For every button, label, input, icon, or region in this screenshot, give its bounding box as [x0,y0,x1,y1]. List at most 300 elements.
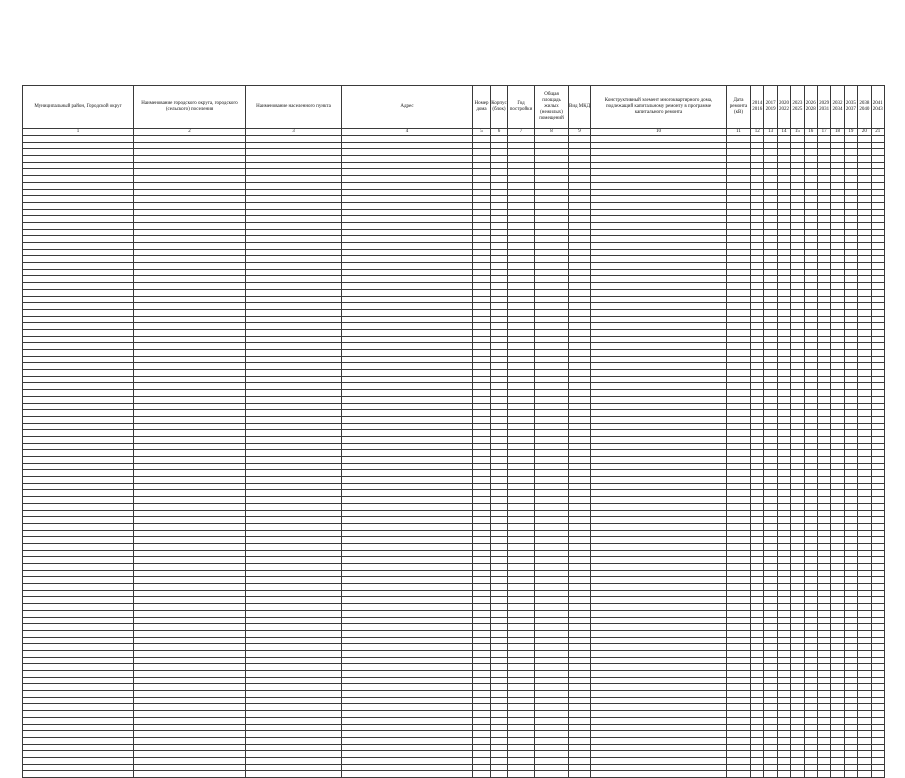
cell-period-4 [791,169,804,176]
table-row [23,671,885,678]
cell-house [473,182,491,189]
cell-period-4 [791,289,804,296]
cell-element [591,624,727,631]
cell-house [473,644,491,651]
cell-period-7 [831,457,844,464]
col-header-locality: Наименование населенного пункта [246,86,342,129]
cell-area [535,410,569,417]
cell-period-9 [858,650,871,657]
cell-year [508,283,535,290]
cell-locality [246,584,342,591]
cell-building [491,463,508,470]
cell-building [491,764,508,771]
cell-area [535,697,569,704]
cell-period-6 [817,416,830,423]
column-number: 16 [804,129,817,136]
cell-element [591,697,727,704]
cell-locality [246,156,342,163]
table-row [23,610,885,617]
cell-period-7 [831,176,844,183]
cell-period-2 [764,711,777,718]
cell-municipality [23,717,134,724]
table-row [23,731,885,738]
cell-period-7 [831,216,844,223]
cell-period-9 [858,269,871,276]
cell-locality [246,396,342,403]
cell-mkd-type [569,436,591,443]
cell-address [342,617,473,624]
cell-period-4 [791,243,804,250]
cell-building [491,276,508,283]
cell-period-1 [751,356,764,363]
cell-area [535,142,569,149]
cell-locality [246,269,342,276]
cell-locality [246,403,342,410]
cell-area [535,416,569,423]
cell-period-1 [751,303,764,310]
cell-year [508,490,535,497]
cell-house [473,637,491,644]
cell-period-8 [844,296,857,303]
cell-period-4 [791,671,804,678]
cell-settlement [134,276,246,283]
cell-settlement [134,503,246,510]
cell-house [473,370,491,377]
table-row [23,684,885,691]
cell-period-3 [777,396,790,403]
cell-building [491,249,508,256]
cell-mkd-type [569,503,591,510]
cell-area [535,169,569,176]
cell-period-3 [777,189,790,196]
cell-house [473,483,491,490]
cell-mkd-type [569,303,591,310]
cell-period-2 [764,169,777,176]
column-number: 17 [817,129,830,136]
cell-settlement [134,497,246,504]
cell-element [591,664,727,671]
cell-period-3 [777,604,790,611]
cell-settlement [134,717,246,724]
cell-area [535,584,569,591]
cell-address [342,731,473,738]
cell-period-6 [817,376,830,383]
cell-mkd-type [569,296,591,303]
cell-settlement [134,216,246,223]
cell-period-10 [871,477,884,484]
cell-year [508,644,535,651]
table-row [23,751,885,758]
cell-element [591,263,727,270]
cell-period-4 [791,624,804,631]
cell-address [342,283,473,290]
cell-period-3 [777,503,790,510]
cell-period-1 [751,189,764,196]
cell-locality [246,289,342,296]
cell-repair-date [727,329,751,336]
cell-period-3 [777,229,790,236]
cell-period-9 [858,550,871,557]
cell-period-10 [871,403,884,410]
cell-period-7 [831,229,844,236]
cell-period-2 [764,156,777,163]
cell-period-1 [751,162,764,169]
cell-repair-date [727,443,751,450]
cell-house [473,176,491,183]
cell-period-7 [831,510,844,517]
cell-house [473,610,491,617]
cell-period-5 [804,704,817,711]
cell-period-8 [844,136,857,143]
cell-year [508,610,535,617]
cell-period-1 [751,724,764,731]
cell-locality [246,497,342,504]
cell-period-6 [817,517,830,524]
cell-period-3 [777,236,790,243]
cell-address [342,336,473,343]
cell-period-7 [831,483,844,490]
cell-period-1 [751,229,764,236]
cell-period-4 [791,196,804,203]
cell-period-7 [831,697,844,704]
cell-period-9 [858,691,871,698]
cell-element [591,584,727,591]
cell-locality [246,523,342,530]
cell-repair-date [727,497,751,504]
cell-area [535,717,569,724]
cell-period-8 [844,543,857,550]
cell-period-4 [791,463,804,470]
cell-locality [246,216,342,223]
cell-building [491,530,508,537]
cell-period-10 [871,142,884,149]
cell-house [473,711,491,718]
cell-house [473,457,491,464]
cell-repair-date [727,483,751,490]
cell-repair-date [727,350,751,357]
cell-year [508,711,535,718]
cell-area [535,650,569,657]
cell-repair-date [727,771,751,778]
cell-period-10 [871,604,884,611]
cell-period-5 [804,744,817,751]
cell-period-3 [777,136,790,143]
cell-house [473,570,491,577]
cell-mkd-type [569,416,591,423]
cell-period-9 [858,216,871,223]
cell-period-1 [751,523,764,530]
cell-year [508,276,535,283]
cell-period-8 [844,677,857,684]
cell-element [591,269,727,276]
cell-settlement [134,697,246,704]
cell-element [591,450,727,457]
cell-period-10 [871,457,884,464]
cell-period-2 [764,610,777,617]
cell-period-9 [858,256,871,263]
cell-repair-date [727,557,751,564]
table-row [23,376,885,383]
cell-period-7 [831,530,844,537]
cell-locality [246,604,342,611]
cell-period-1 [751,517,764,524]
cell-area [535,570,569,577]
cell-mkd-type [569,463,591,470]
cell-mkd-type [569,356,591,363]
cell-period-6 [817,229,830,236]
cell-period-1 [751,142,764,149]
cell-period-8 [844,637,857,644]
cell-period-3 [777,543,790,550]
cell-locality [246,457,342,464]
cell-period-6 [817,657,830,664]
cell-address [342,751,473,758]
cell-period-1 [751,597,764,604]
cell-period-6 [817,316,830,323]
cell-house [473,503,491,510]
cell-period-1 [751,497,764,504]
cell-house [473,510,491,517]
cell-area [535,590,569,597]
cell-mkd-type [569,323,591,330]
cell-period-8 [844,691,857,698]
cell-repair-date [727,209,751,216]
cell-period-4 [791,216,804,223]
cell-mkd-type [569,363,591,370]
cell-period-3 [777,142,790,149]
cell-period-3 [777,570,790,577]
cell-house [473,757,491,764]
cell-period-8 [844,684,857,691]
cell-settlement [134,550,246,557]
cell-building [491,396,508,403]
cell-element [591,283,727,290]
cell-period-2 [764,457,777,464]
cell-period-8 [844,243,857,250]
cell-period-5 [804,403,817,410]
column-number: 6 [491,129,508,136]
cell-period-4 [791,457,804,464]
cell-period-4 [791,142,804,149]
cell-period-10 [871,316,884,323]
cell-locality [246,744,342,751]
cell-building [491,376,508,383]
cell-period-3 [777,697,790,704]
cell-period-10 [871,650,884,657]
cell-period-8 [844,289,857,296]
cell-mkd-type [569,309,591,316]
cell-year [508,189,535,196]
cell-building [491,697,508,704]
cell-period-3 [777,336,790,343]
cell-period-3 [777,403,790,410]
cell-period-4 [791,323,804,330]
cell-area [535,316,569,323]
table-row [23,711,885,718]
cell-municipality [23,724,134,731]
cell-element [591,731,727,738]
cell-period-10 [871,584,884,591]
cell-locality [246,176,342,183]
table-row [23,383,885,390]
cell-element [591,530,727,537]
cell-settlement [134,530,246,537]
cell-period-3 [777,343,790,350]
cell-year [508,657,535,664]
cell-period-8 [844,343,857,350]
cell-period-8 [844,650,857,657]
table-row [23,624,885,631]
cell-period-10 [871,410,884,417]
cell-settlement [134,430,246,437]
cell-period-9 [858,229,871,236]
col-header-year: Год постройки [508,86,535,129]
cell-period-4 [791,176,804,183]
cell-mkd-type [569,597,591,604]
cell-address [342,169,473,176]
cell-repair-date [727,202,751,209]
table-row [23,436,885,443]
cell-house [473,189,491,196]
period-end: 2040 [859,107,870,112]
cell-period-2 [764,189,777,196]
cell-building [491,537,508,544]
cell-element [591,650,727,657]
cell-year [508,196,535,203]
cell-element [591,249,727,256]
period-start: 2017 [765,101,776,106]
cell-building [491,457,508,464]
cell-period-2 [764,229,777,236]
cell-element [591,523,727,530]
cell-period-3 [777,176,790,183]
cell-address [342,604,473,611]
cell-year [508,370,535,377]
cell-period-4 [791,363,804,370]
cell-building [491,597,508,604]
cell-address [342,296,473,303]
cell-period-10 [871,222,884,229]
cell-period-2 [764,584,777,591]
cell-element [591,691,727,698]
cell-period-6 [817,182,830,189]
cell-period-4 [791,724,804,731]
cell-period-10 [871,182,884,189]
cell-area [535,771,569,778]
table-row [23,410,885,417]
col-header-period-7 [831,86,844,129]
cell-address [342,463,473,470]
cell-period-7 [831,416,844,423]
cell-mkd-type [569,604,591,611]
cell-area [535,543,569,550]
cell-element [591,229,727,236]
cell-building [491,336,508,343]
cell-settlement [134,149,246,156]
cell-mkd-type [569,530,591,537]
cell-period-6 [817,370,830,377]
cell-area [535,530,569,537]
cell-building [491,416,508,423]
cell-area [535,376,569,383]
cell-period-7 [831,276,844,283]
cell-house [473,410,491,417]
cell-settlement [134,630,246,637]
cell-period-6 [817,697,830,704]
cell-period-4 [791,269,804,276]
cell-period-8 [844,711,857,718]
cell-period-10 [871,156,884,163]
cell-house [473,403,491,410]
cell-period-10 [871,396,884,403]
cell-locality [246,704,342,711]
cell-address [342,370,473,377]
cell-period-5 [804,497,817,504]
cell-year [508,557,535,564]
cell-area [535,537,569,544]
cell-year [508,149,535,156]
cell-period-3 [777,309,790,316]
cell-municipality [23,329,134,336]
cell-address [342,390,473,397]
cell-locality [246,737,342,744]
cell-period-8 [844,269,857,276]
cell-period-2 [764,630,777,637]
cell-area [535,296,569,303]
cell-building [491,523,508,530]
cell-period-10 [871,423,884,430]
cell-period-8 [844,229,857,236]
cell-house [473,296,491,303]
cell-house [473,236,491,243]
cell-element [591,684,727,691]
cell-period-5 [804,370,817,377]
cell-period-2 [764,664,777,671]
cell-locality [246,410,342,417]
cell-year [508,236,535,243]
cell-period-7 [831,477,844,484]
cell-address [342,657,473,664]
cell-area [535,329,569,336]
cell-locality [246,557,342,564]
cell-repair-date [727,283,751,290]
cell-locality [246,182,342,189]
table-row [23,416,885,423]
cell-address [342,356,473,363]
cell-period-5 [804,584,817,591]
cell-period-1 [751,751,764,758]
cell-address [342,276,473,283]
cell-period-1 [751,296,764,303]
cell-period-9 [858,350,871,357]
cell-settlement [134,136,246,143]
cell-period-1 [751,503,764,510]
cell-area [535,243,569,250]
cell-period-2 [764,430,777,437]
cell-address [342,236,473,243]
cell-period-5 [804,363,817,370]
cell-address [342,457,473,464]
cell-municipality [23,396,134,403]
cell-period-7 [831,296,844,303]
cell-mkd-type [569,657,591,664]
cell-municipality [23,216,134,223]
cell-area [535,309,569,316]
cell-repair-date [727,717,751,724]
cell-period-9 [858,537,871,544]
cell-period-2 [764,717,777,724]
cell-settlement [134,289,246,296]
